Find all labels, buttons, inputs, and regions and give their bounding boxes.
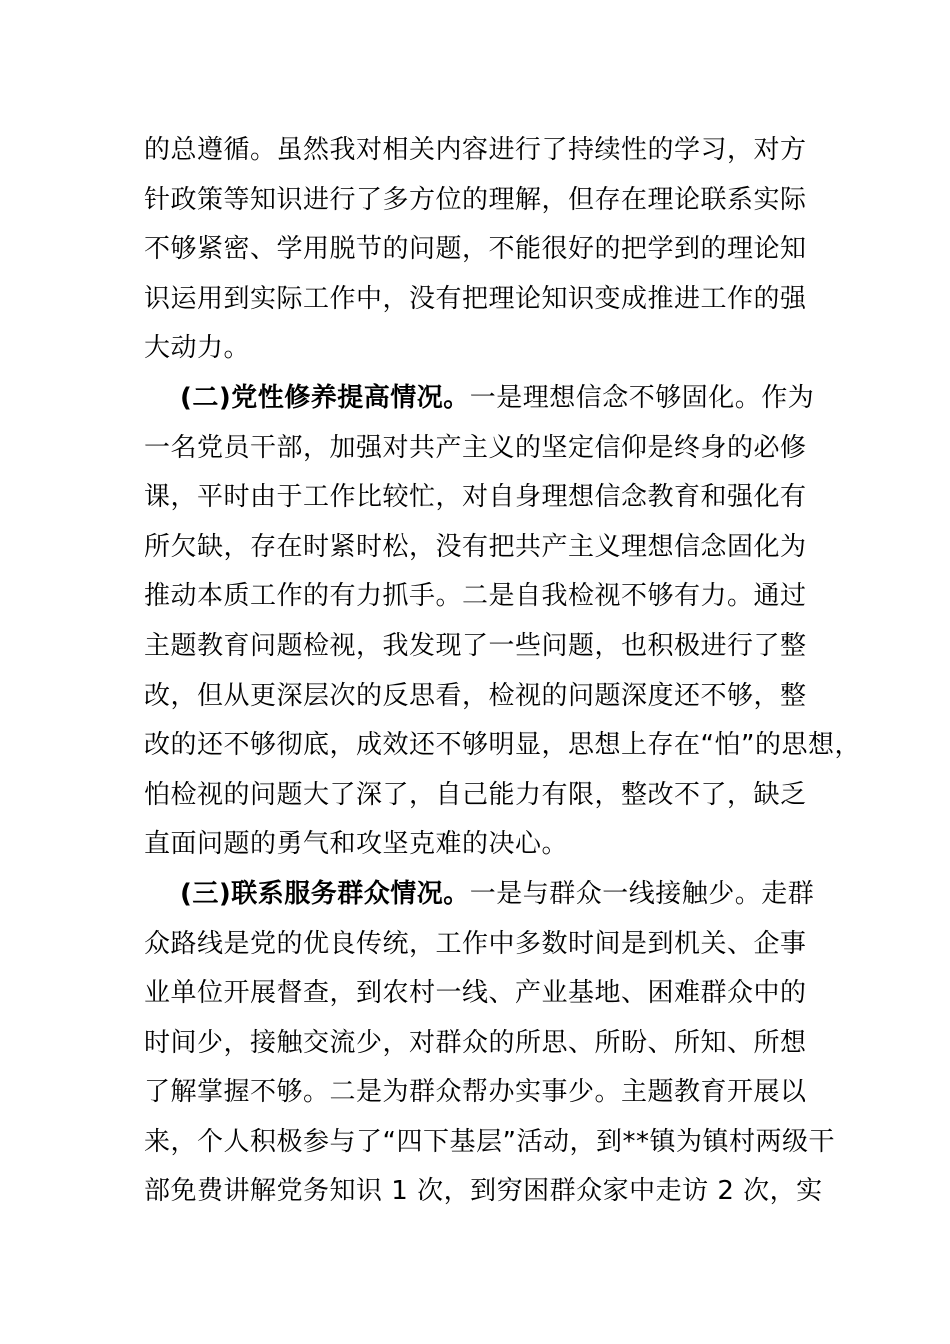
paragraph-3-first-line-text: 一是与群众一线接触少。走群 (469, 878, 815, 909)
paragraph-2-first-line-text: 一是理想信念不够固化。作为 (469, 382, 815, 413)
paragraph-1-line: 大动力。 (144, 333, 251, 364)
document-body (144, 126, 861, 1217)
paragraph-2-line: 怕检视的问题大了深了，自己能力有限，整改不了，缺乏 (144, 779, 807, 810)
paragraph-3-first-line (144, 870, 814, 920)
paragraph-2-line: 主题教育问题检视，我发现了一些问题，也积极进行了整 (144, 630, 807, 661)
paragraph-2-line: 一名党员干部，加强对共产主义的坚定信仰是终身的必修 (144, 432, 807, 463)
paragraph-3-line: 部免费讲解党务知识 1 次，到穷困群众家中走访 2 次，实 (144, 1176, 823, 1207)
paragraph-1-line: 不够紧密、学用脱节的问题，不能很好的把学到的理论知 (144, 234, 807, 265)
paragraph-3-line: 众路线是党的优良传统，工作中多数时间是到机关、企事 (144, 928, 807, 959)
paragraph-1-line: 针政策等知识进行了多方位的理解，但存在理论联系实际 (144, 184, 807, 215)
section-heading-3: (三)联系服务群众情况。 (180, 878, 470, 909)
paragraph-2-line: 改的还不够彻底，成效还不够明显，思想上存在“怕”的思想， (144, 730, 861, 761)
paragraph-2-line: 所欠缺，存在时紧时松，没有把共产主义理想信念固化为 (144, 531, 807, 562)
paragraph-2-first-line (144, 374, 814, 424)
paragraph-1-line: 的总遵循。虽然我对相关内容进行了持续性的学习，对方 (144, 135, 807, 165)
paragraph-3-line: 业单位开展督查，到农村一线、产业基地、困难群众中的 (144, 978, 807, 1009)
paragraph-2-line: 改，但从更深层次的反思看，检视的问题深度还不够，整 (144, 680, 807, 711)
section-heading-2: (二)党性修养提高情况。 (180, 382, 470, 413)
paragraph-3-line: 来，个人积极参与了“四下基层”活动，到**镇为镇村两级干 (144, 1126, 835, 1157)
paragraph-1-line: 识运用到实际工作中，没有把理论知识变成推进工作的强 (144, 283, 807, 314)
paragraph-2-line: 推动本质工作的有力抓手。二是自我检视不够有力。通过 (144, 581, 807, 612)
paragraph-3-line: 时间少，接触交流少，对群众的所思、所盼、所知、所想 (144, 1027, 807, 1058)
paragraph-2-line: 直面问题的勇气和攻坚克难的决心。 (144, 829, 569, 860)
paragraph-3-line: 了解掌握不够。二是为群众帮办实事少。主题教育开展以 (144, 1077, 807, 1108)
paragraph-2-line: 课，平时由于工作比较忙，对自身理想信念教育和强化有 (144, 482, 807, 513)
